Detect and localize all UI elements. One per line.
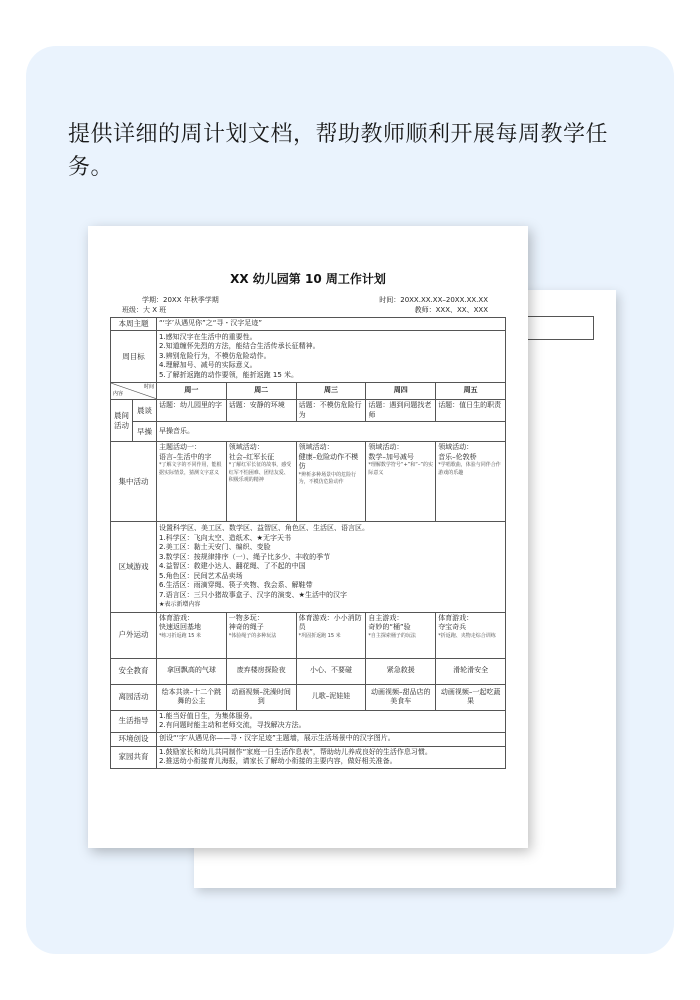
corner-content-label: 内容 [113,390,124,397]
talk-cell: 话题：遇到问题找老师 [366,400,436,422]
safety-row [111,658,506,684]
leaving-cell: 儿歌–泥娃娃 [296,684,366,710]
life-guidance-row [111,710,506,732]
group-cell [157,442,227,522]
goal-item: 1.感知汉字在生活中的重要性。 [159,332,257,341]
outdoor-note: *自主探索桶子的玩法 [368,632,416,639]
document-title: XX 幼儿园第 10 周工作计划 [230,272,386,286]
day-header: 周一 [157,383,227,400]
morning-talk-row [111,400,506,422]
leaving-cell: 绘本共读–十二个跳舞的公主 [157,684,227,710]
theme-row [111,318,506,331]
front-document-page [88,226,528,848]
group-label: 集中活动 [111,442,157,522]
group-note: *理解数学符号“+”和“–”的实际意义 [368,462,433,476]
area-list [157,522,506,613]
group-title: 数学–加号减号 [368,452,414,461]
safety-cell: 小心、不要碰 [296,658,366,684]
environment-row [111,732,506,746]
talk-cell: 话题：安静的环境 [226,400,296,422]
time-text: 时间：20XX.XX.XX–20XX.XX.XX [379,296,488,304]
talk-cell: 话题：幼儿园里的字 [157,400,227,422]
day-header: 周四 [366,383,436,400]
outdoor-title: 奇妙的“桶”验 [368,623,411,631]
life-item: 1.能当好值日生，为集体服务。 [159,711,257,720]
goal-label: 周目标 [111,330,157,383]
group-title: 语言–生活中的字 [159,452,212,461]
leaving-cell: 动画视频–洗澡时间到 [226,684,296,710]
weekly-plan-table [110,317,506,769]
outdoor-note: *练习折返跑 15 米 [159,632,202,639]
leaving-cell: 动画视频–甜品店的美食车 [366,684,436,710]
leaving-cell: 动画视频–一起吃蔬果 [436,684,506,710]
area-item: 5.角色区：民间艺术品卖场 [159,571,243,580]
safety-cell: 废弃楼房探险夜 [226,658,296,684]
outdoor-title: 快速返回基地 [159,623,201,631]
class-text: 班级：大 X 班 [122,306,167,314]
meta-row-2 [110,305,506,315]
group-note: *了解红军长征的故事，感受红军不怕困难、团结友爱、积极乐观的精神 [228,462,292,483]
area-label: 区域游戏 [111,522,157,613]
group-head: 领域活动： [228,443,264,451]
outdoor-cell [296,612,366,658]
leaving-row [111,684,506,710]
group-head: 主题活动一： [159,443,201,451]
area-item: 7.语言区：三只小猪故事盒子、汉字的演变、★生活中的汉字 [159,590,347,599]
outdoor-cell [226,612,296,658]
env-value: 创设“‘字’从遇见你——寻・汉字足迹”主题墙，展示生活场景中的汉字图片。 [157,732,506,746]
day-header: 周三 [296,383,366,400]
home-list [157,746,506,768]
outdoor-title: 夺宝奇兵 [438,623,467,631]
theme-label: 本周主题 [111,318,157,331]
day-header-row [111,383,506,400]
group-head: 领域活动： [298,443,334,451]
outdoor-cell [436,612,506,658]
env-label: 环境创设 [111,732,157,746]
group-head: 领域活动： [368,443,404,451]
goal-item: 3.辨别危险行为，不模仿危险动作。 [159,351,271,360]
outdoor-cell [366,612,436,658]
safety-cell: 紧急救援 [366,658,436,684]
talk-label: 晨谈 [133,400,157,422]
group-title: 音乐–伦敦桥 [438,452,477,461]
exercise-row [111,422,506,442]
goal-item: 4.理解加号、减号的实际意义。 [159,361,257,369]
home-label: 家园共育 [111,746,157,768]
safety-cell: 滑轮滑安全 [436,658,506,684]
goal-item: 2.知道缠怀先烈的方法，能结合生活传承长征精神。 [159,342,320,350]
outdoor-title: 神奇的绳子 [228,623,264,631]
semester-text: 学期：20XX 年秋季学期 [142,296,219,304]
goal-item: 5.了解折返跑的动作要领，能折返跑 15 米。 [159,370,299,379]
area-item: 4.益智区：救建小达人、翻花绳、了不起的中国 [159,562,306,570]
day-header: 周五 [436,383,506,400]
headline-text: 提供详细的周计划文档，帮助教师顺利开展每周教学任务。 [68,122,609,180]
life-list [157,710,506,732]
area-item: 3.数学区：按规律排序（一）、绳子比多少、丰收的季节 [159,552,331,561]
group-cell [366,442,436,522]
meta-row-1 [110,295,506,305]
theme-value: “‘字’从遇见你”之“寻・汉字足迹” [157,318,506,331]
outdoor-label: 户外运动 [111,612,157,658]
safety-cell: 拿回飘高的气球 [157,658,227,684]
outdoor-note: *巩固折返跑 15 米 [298,632,341,639]
group-note: *学唱歌曲，体验与同伴合作游戏的乐趣 [438,462,501,476]
group-title: 社会–红军长征 [228,452,275,461]
home-school-row [111,746,506,768]
teachers-text: 教师：XXX、XX、XXX [414,306,488,314]
exercise-value: 早操音乐。 [157,422,506,442]
corner-cell [111,383,157,400]
talk-cell: 话题：值日生的职责 [436,400,506,422]
outdoor-note: *折返跑、夹物走综合训练 [438,632,496,639]
home-item: 2.推送幼小衔接育儿海报，请家长了解幼小衔接的主要内容，做好相关准备。 [159,757,397,765]
exercise-label: 早操 [133,422,157,442]
outdoor-row [111,612,506,658]
area-note: ★表示新增内容 [159,601,201,608]
day-header: 周二 [226,383,296,400]
outdoor-head: 体育游戏：小小消防员 [298,613,362,631]
talk-cell: 话题：不模仿危险行为 [296,400,366,422]
area-games-row [111,522,506,613]
group-cell [226,442,296,522]
area-item: 2.美工区：黏土天安门、编织、变脸 [159,543,271,551]
home-item: 1.鼓励家长和幼儿共同制作“家庭一日生活作息表”，帮助幼儿养成良好的生活作息习惯。 [159,747,432,756]
outdoor-head: 体育游戏： [159,613,194,622]
leaving-label: 离园活动 [111,684,157,710]
life-label: 生活指导 [111,710,157,732]
outdoor-head: 自主游戏： [368,613,404,622]
group-head: 领域活动： [438,443,474,451]
morning-label: 晨间活动 [111,400,133,442]
group-cell [296,442,366,522]
group-note: *了解文字的不同作用，能根据实际情景，猜测文字意义 [159,462,222,476]
outdoor-head: 一物多玩： [228,613,264,622]
group-cell [436,442,506,522]
life-item: 2.有问题时能主动和老师交流，寻找解决方法。 [159,721,306,729]
group-title: 健康–危险动作不模仿 [298,452,359,470]
group-note: *辨析多种场景中的危险行为，不模仿危险动作 [298,471,357,485]
area-item: 6.生活区：雨滴穿绳、筷子夹物、我会系、解鞋带 [159,581,313,589]
area-item: 1.科学区：飞向太空、造纸术、★无字天书 [159,533,291,542]
outdoor-head: 体育游戏： [438,613,474,622]
safety-label: 安全教育 [111,658,157,684]
goal-row [111,330,506,383]
outdoor-note: *体验绳子的多种玩法 [228,632,277,639]
area-item: 设置科学区、美工区、数学区、益智区、角色区、生活区、语言区。 [159,524,369,532]
goal-list [157,330,506,383]
group-activity-row [111,442,506,522]
corner-time-label: 时间 [143,384,154,390]
outdoor-cell [157,612,227,658]
